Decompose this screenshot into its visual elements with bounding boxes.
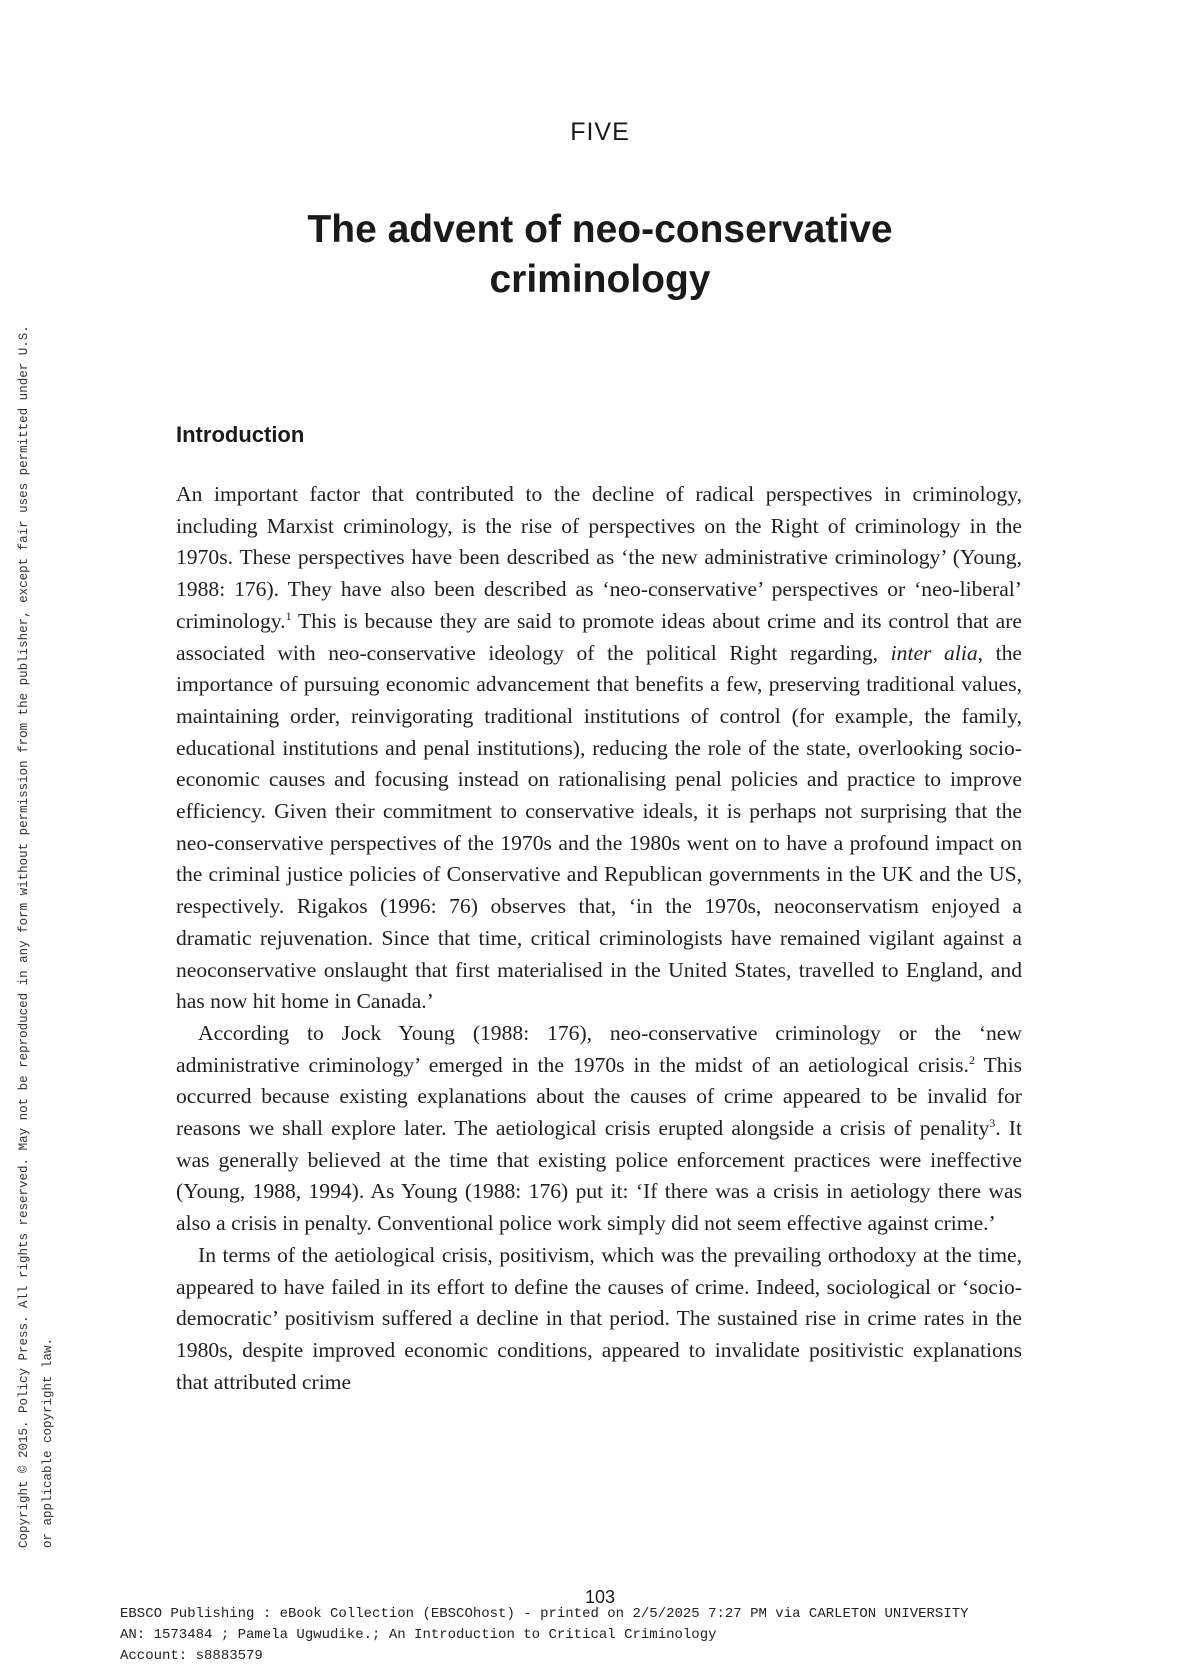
footnote-marker: 1 [285,608,292,623]
paragraph: In terms of the aetiological crisis, positivism, which was the prevailing orthodoxy at the time, appeared to have failed in its effort to define the causes of crime. Indeed, sociological or ‘socio-democratic’ positivism suffered a decline in that period. The sustained rise in crime rates in the 1980s, despite improved economic conditions, appeared to invalidate positivistic explanations that attributed crime [176,1242,1022,1394]
italic-term: inter alia [890,640,978,665]
text-run: According to Jock Young (1988: 176), neo-conservative criminology or the ‘new administrative criminology’ emerged in the 1970s in the midst of an aetiological crisis. [176,1020,1022,1077]
text-run: . It was generally believed at the time that existing police enforcement practices were ineffective (Young, 1988, 1994). As Young (1988: 176) put it: ‘If there was a crisis in aetiology there was also a crisis in penalty. Conventional police work simply did not seem effective against crime.’ [176,1116,1022,1236]
copyright-notice-line: Copyright © 2015. Policy Press. All rights reserved. May not be reproduced in any form without permission from the publisher, except fair uses permitted under U.S. [17,325,31,1548]
paragraph [176,1018,1022,1240]
footer-line: AN: 1573484 ; Pamela Ugwudike.; An Introduction to Critical Criminology [120,1627,717,1643]
footnote-marker: 3 [989,1115,996,1130]
text-run: An important factor that contributed to the decline of radical perspectives in criminology, including Marxist criminology, is the rise of perspectives on the Right of criminology in the 1970s. These perspectives have been described as ‘the new administrative criminology’ (Young, 1988: 176). They have also been described as ‘neo-conservative’ perspectives or ‘neo-liberal’ criminology. [176,482,1022,633]
footnote-marker: 2 [968,1052,975,1067]
chapter-number: FIVE [570,118,630,146]
text-run: This occurred because existing explanations about the causes of crime appeared to be invalid for reasons we shall explore later. The aetiological crisis erupted alongside a crisis of penality [176,1052,1022,1141]
chapter-title: The advent of neo-conservative criminology [307,208,893,301]
section-heading: Introduction [176,422,305,447]
paragraph [176,479,1022,1018]
page-number: 103 [584,1587,616,1607]
text-run: , the importance of pursuing economic advancement that benefits a few, preserving traditional values, maintaining order, reinvigorating traditional institutions of control (for example, the family, educational institutions and penal institutions), reducing the role of the state, overlooking socio-economic causes and focusing instead on rationalising penal policies and practice to improve efficiency. Given their commitment to conservative ideals, it is perhaps not surprising that the neo-conservative perspectives of the 1970s and the 1980s went on to have a profound impact on the criminal justice policies of Conservative and Republican governments in the UK and the US, respectively. Rigakos (1996: 76) observes that, ‘in the 1970s, neoconservatism enjoyed a dramatic rejuvenation. Since that time, critical criminologists have remained vigilant against a neoconservative onslaught that first materialised in the United States, travelled to England, and has now hit home in Canada.’ [176,640,1023,1014]
copyright-notice-line: or applicable copyright law. [41,1337,55,1548]
footer-line: EBSCO Publishing : eBook Collection (EBSCOhost) - printed on 2/5/2025 7:27 PM via CARLETON UNIVERSITY [120,1606,969,1622]
footer-line: Account: s8883579 [120,1648,263,1664]
body-text [176,479,1022,1398]
text-run: This is because they are said to promote ideas about crime and its control that are associated with neo-conservative ideology of the political Right regarding, [176,608,1022,665]
copyright-notice [12,128,60,1548]
print-footer [120,1604,969,1667]
